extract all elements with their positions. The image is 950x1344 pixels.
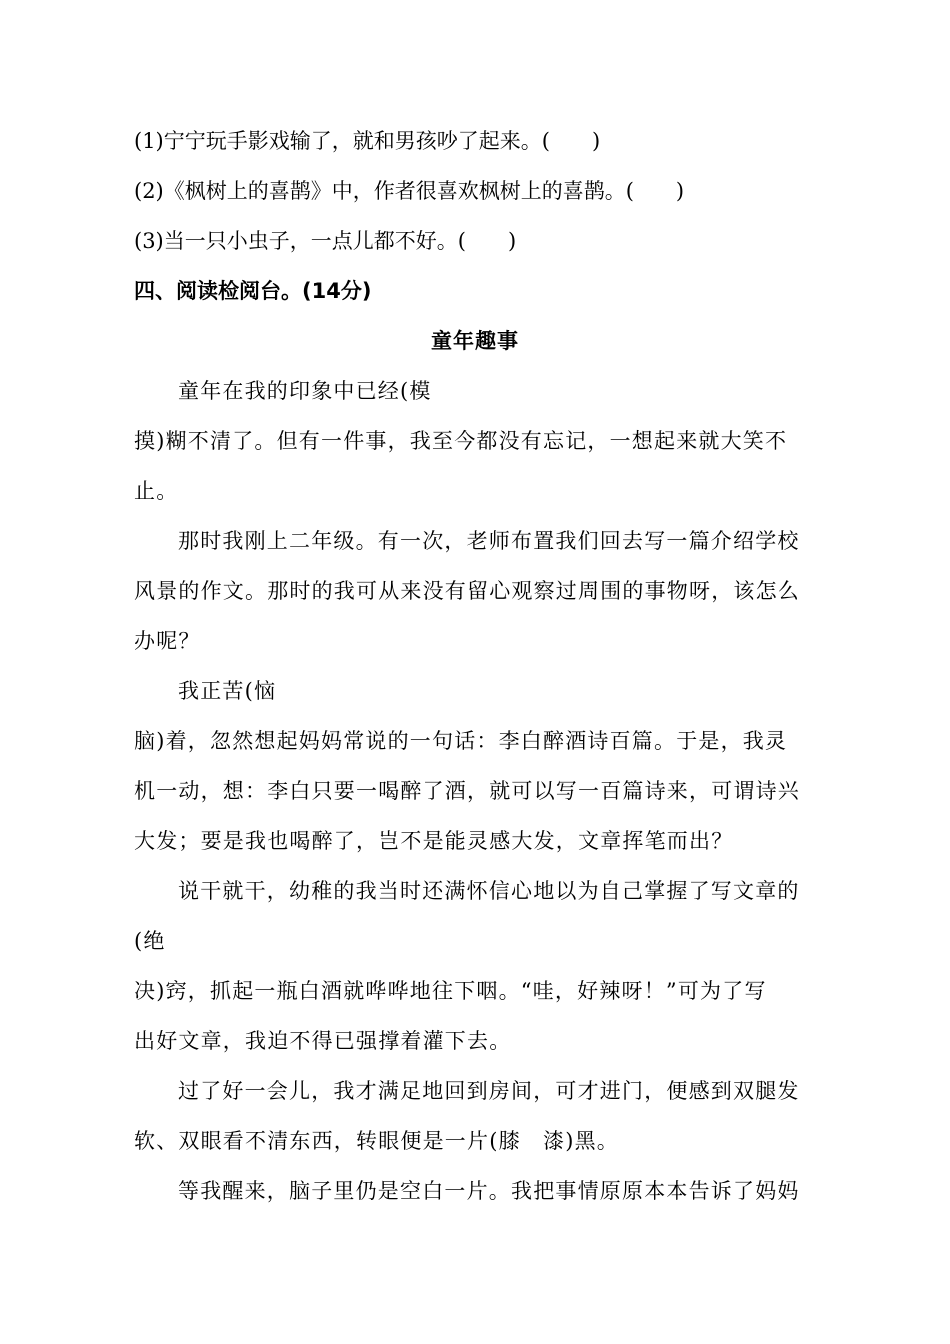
- story-line: 我正苦(恼: [178, 679, 277, 703]
- story-line: 风景的作文。那时的我可从来没有留心观察过周围的事物呀，该怎么: [134, 579, 800, 603]
- question-2: (2)《枫树上的喜鹊》中，作者很喜欢枫树上的喜鹊。( ): [134, 179, 685, 203]
- story-line: (绝: [134, 929, 166, 953]
- story-line: 说干就干，幼稚的我当时还满怀信心地以为自己掌握了写文章的: [178, 879, 800, 903]
- story-line: 那时我刚上二年级。有一次，老师布置我们回去写一篇介绍学校: [178, 529, 800, 553]
- question-3: (3)当一只小虫子，一点儿都不好。( ): [134, 229, 517, 253]
- story-line: 办呢？: [134, 629, 201, 653]
- section-heading: 四、阅读检阅台。(14分): [134, 279, 372, 303]
- story-line: 过了好一会儿，我才满足地回到房间，可才进门，便感到双腿发: [178, 1079, 800, 1103]
- story-line: 机一动，想：李白只要一喝醉了酒，就可以写一百篇诗来，可谓诗兴: [134, 779, 800, 803]
- story-title: 童年趣事: [431, 329, 519, 353]
- story-line: 摸)糊不清了。但有一件事，我至今都没有忘记，一想起来就大笑不: [134, 429, 788, 453]
- story-line: 大发；要是我也喝醉了，岂不是能灵感大发，文章挥笔而出？: [134, 829, 734, 853]
- story-line: 等我醒来，脑子里仍是空白一片。我把事情原原本本告诉了妈妈: [178, 1179, 800, 1203]
- story-line: 止。: [134, 479, 179, 503]
- story-line: 决)窍，抓起一瓶白酒就哗哗地往下咽。“哇，好辣呀！”可为了写: [134, 979, 767, 1003]
- story-line: 童年在我的印象中已经(模: [178, 379, 432, 403]
- story-line: 软、双眼看不清东西，转眼便是一片(膝 漆)黑。: [134, 1129, 619, 1153]
- story-line: 脑)着，忽然想起妈妈常说的一句话：李白醉酒诗百篇。于是，我灵: [134, 729, 788, 753]
- story-line: 出好文章，我迫不得已强撑着灌下去。: [134, 1029, 512, 1053]
- question-1: (1)宁宁玩手影戏输了，就和男孩吵了起来。( ): [134, 129, 601, 153]
